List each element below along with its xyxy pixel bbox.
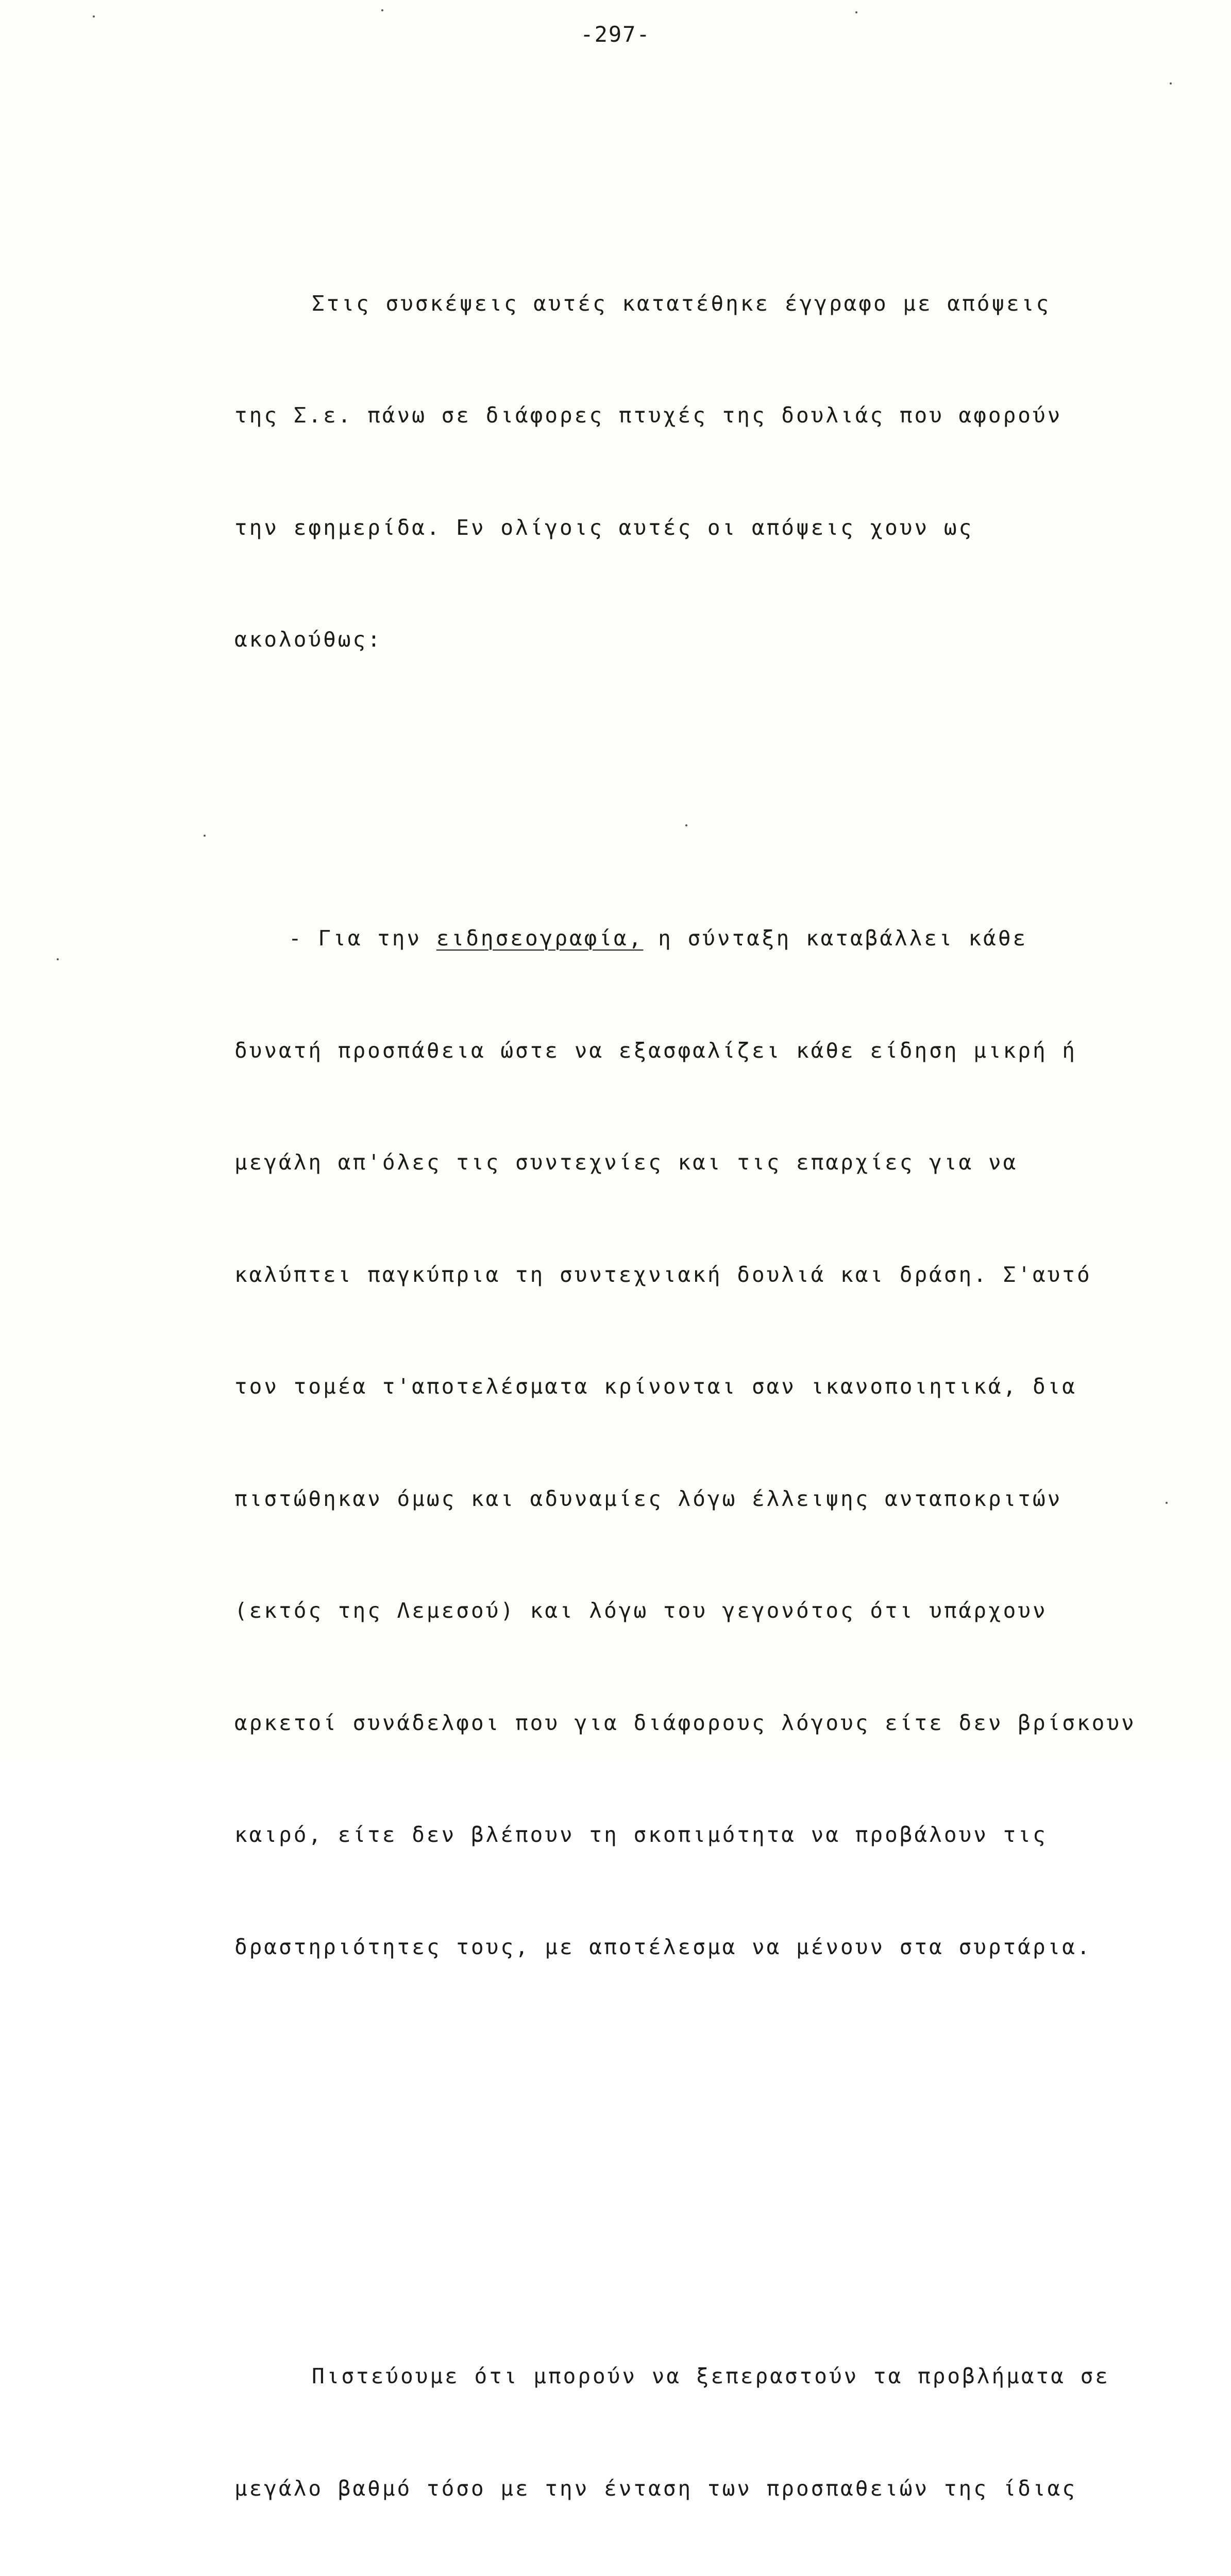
- text-line: καιρό, είτε δεν βλέπουν τη σκοπιμότητα να προβάλουν τις: [234, 1822, 1048, 1847]
- text-line: μεγάλη απ'όλες τις συντεχνίες και τις επαρχίες για να: [234, 1150, 1018, 1175]
- scan-speck: [855, 11, 857, 13]
- scan-speck: [1170, 82, 1172, 84]
- text-line: ακολούθως:: [234, 627, 382, 652]
- text-line: [234, 920, 1183, 957]
- text-line: της Σ.ε. πάνω σε διάφορες πτυχές της δουλιάς που αφορούν: [234, 403, 1063, 428]
- paragraph-meetings: [234, 210, 1183, 733]
- paragraph-news-reporting: [234, 845, 1183, 2040]
- paragraph-gap: [234, 2153, 1183, 2171]
- text-line: δραστηριότητες τους, με αποτέλεσμα να μένουν στα συρτάρια.: [234, 1934, 1092, 1959]
- scan-speck: [57, 958, 59, 960]
- text-run: - Για την: [289, 926, 436, 951]
- text-line: δυνατή προσπάθεια ώστε να εξασφαλίζει κάθε είδηση μικρή ή: [234, 1038, 1077, 1063]
- page-number: -297-: [580, 22, 651, 47]
- text-line: Πιστεύουμε ότι μπορούν να ξεπεραστούν τα προβλήματα σε: [312, 2364, 1110, 2388]
- paragraph-problems: [234, 2283, 1183, 2576]
- section-heading-news: ειδησεογραφία,: [436, 926, 644, 951]
- scan-speck: [381, 9, 383, 11]
- text-line: Στις συσκέψεις αυτές κατατέθηκε έγγραφο με απόψεις: [312, 291, 1051, 316]
- text-line: (εκτός της Λεμεσού) και λόγω του γεγονότος ότι υπάρχουν: [234, 1598, 1048, 1623]
- text-run: η σύνταξη καταβάλλει κάθε: [643, 926, 1028, 951]
- text-line: την εφημερίδα. Εν ολίγοις αυτές οι απόψεις χουν ως: [234, 515, 974, 540]
- scan-speck: [204, 835, 206, 837]
- text-line: πιστώθηκαν όμως και αδυναμίες λόγω έλλειψης ανταποκριτών: [234, 1486, 1063, 1511]
- text-line: τον τομέα τ'αποτελέσματα κρίνονται σαν ικανοποιητικά, δια: [234, 1374, 1077, 1399]
- text-line: μεγάλο βαθμό τόσο με την ένταση των προσπαθειών της ίδιας: [234, 2476, 1077, 2501]
- document-body: [234, 98, 1183, 2576]
- scan-speck: [93, 15, 95, 18]
- text-line: αρκετοί συνάδελφοι που για διάφορους λόγους είτε δεν βρίσκουν: [234, 1710, 1136, 1735]
- text-line: καλύπτει παγκύπρια τη συντεχνιακή δουλιά και δράση. Σ'αυτό: [234, 1262, 1092, 1287]
